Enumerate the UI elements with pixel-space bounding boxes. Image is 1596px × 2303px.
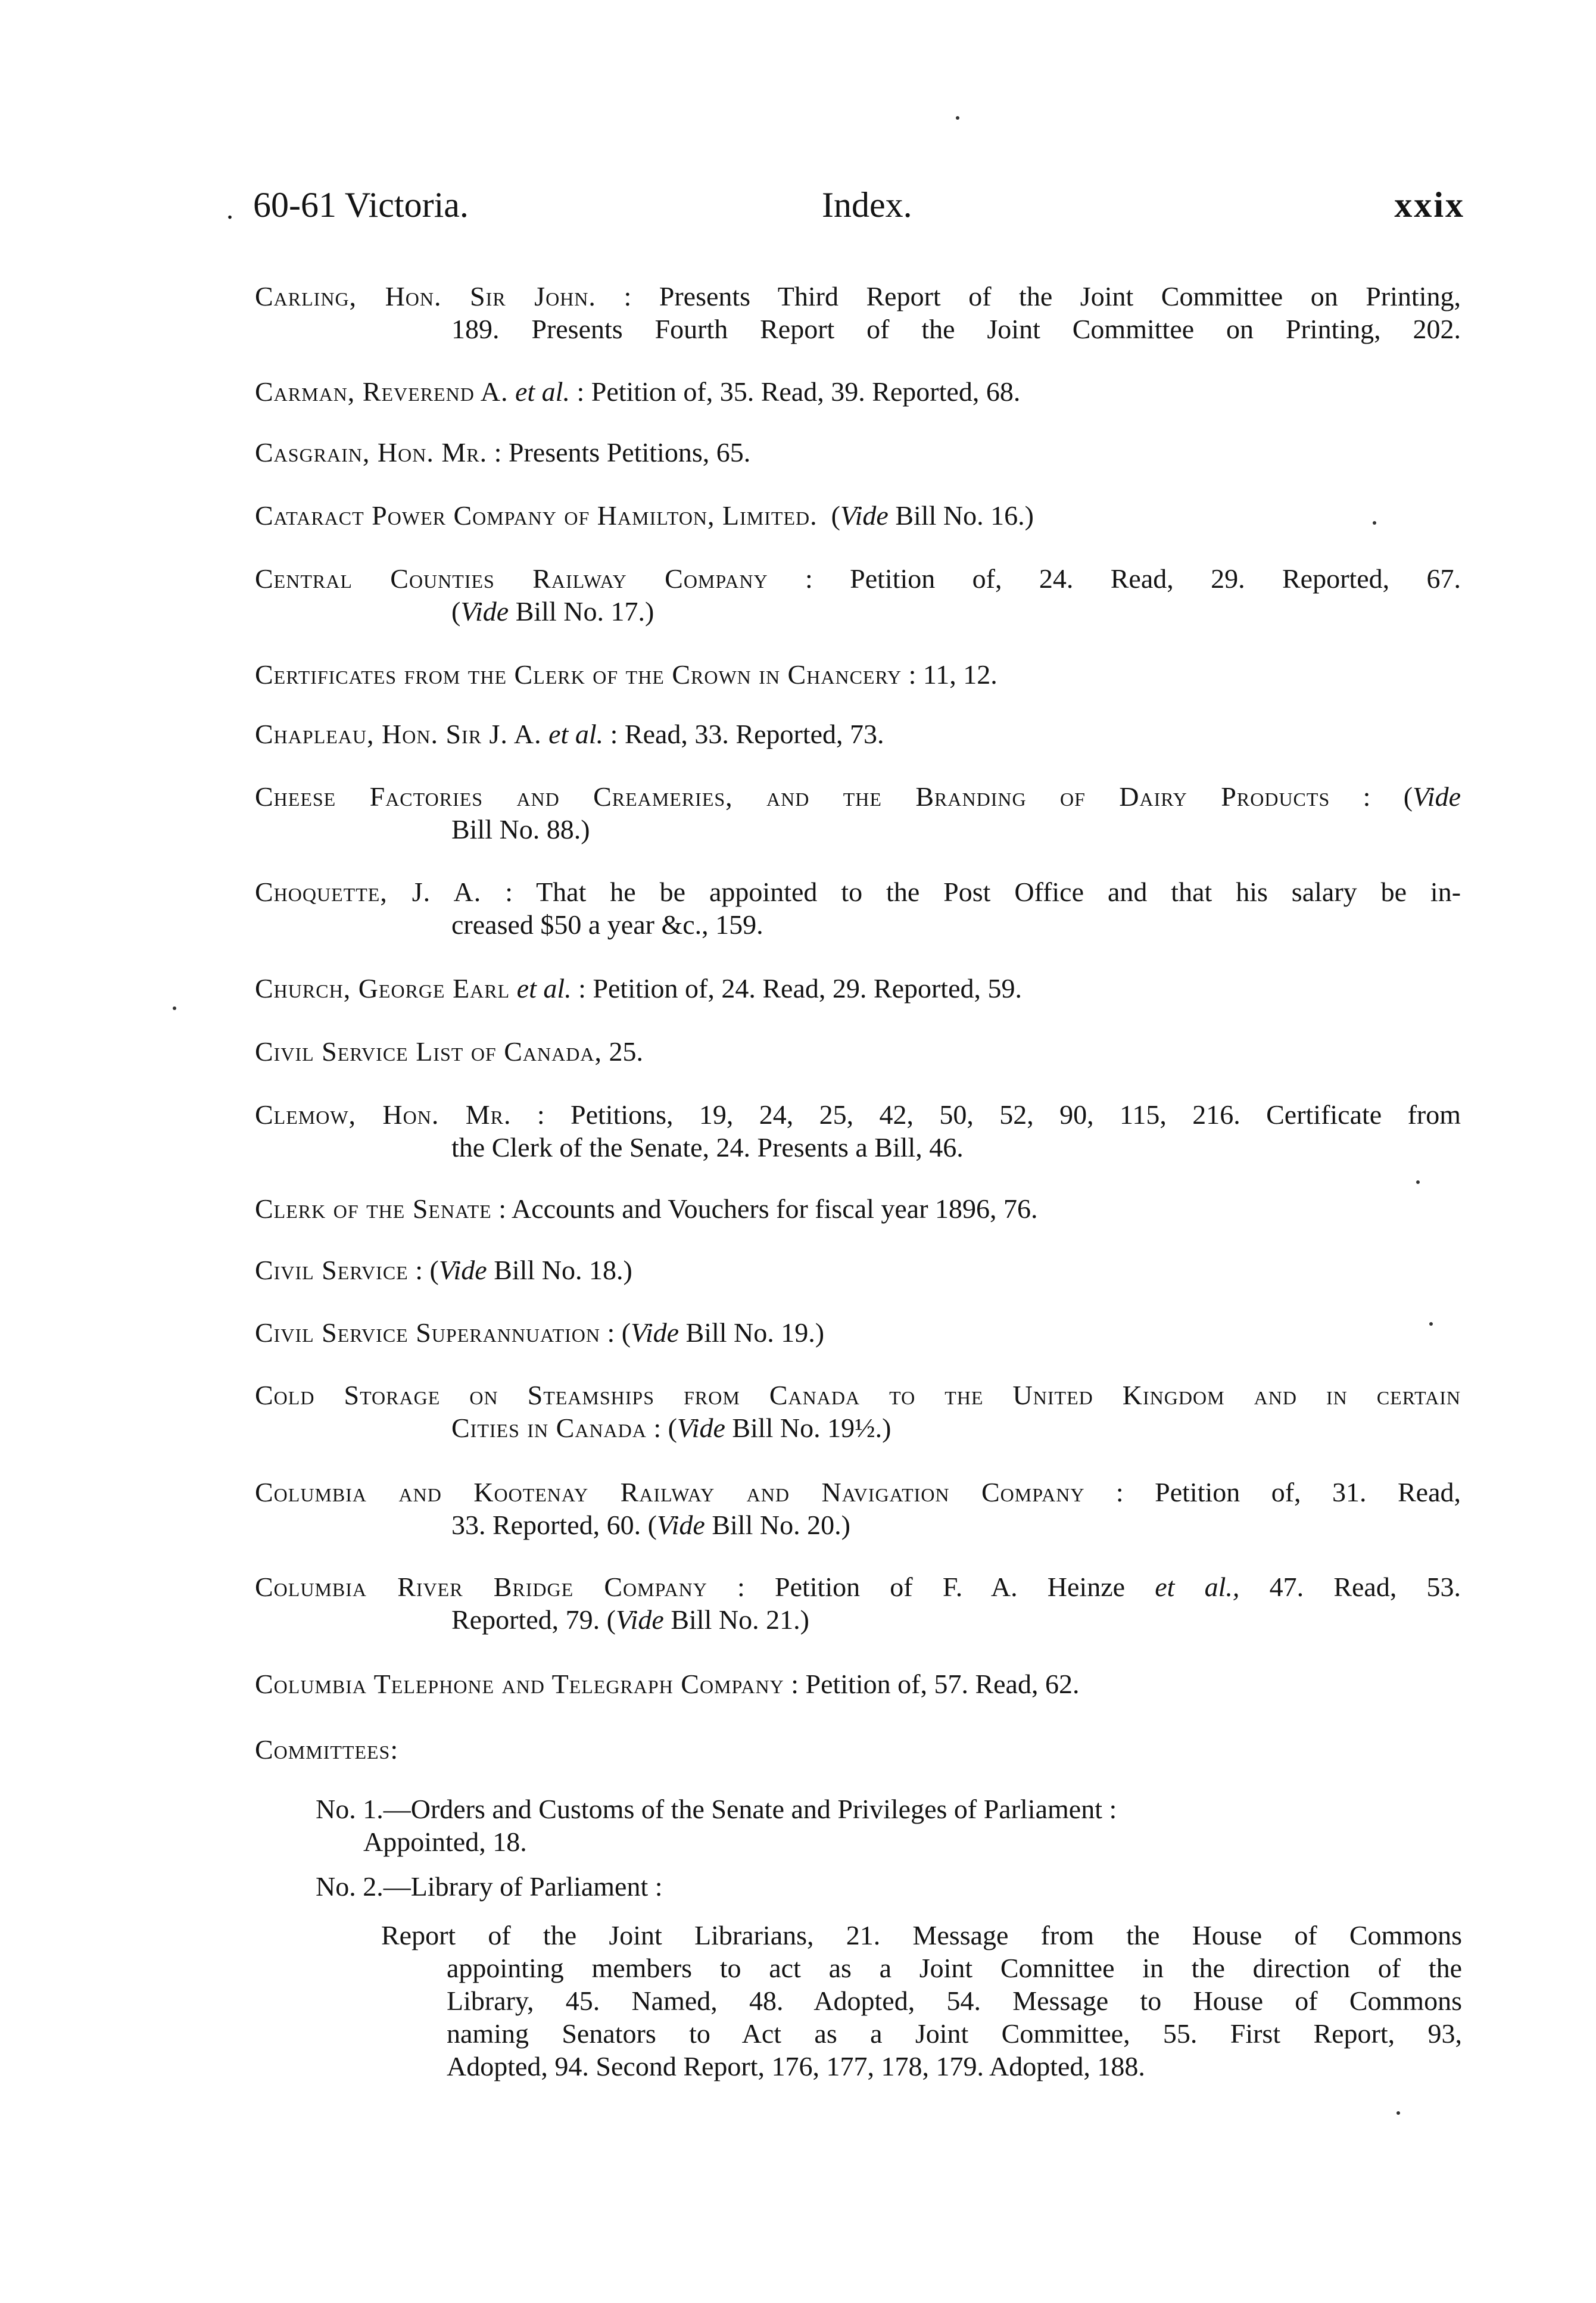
report-line: naming Senators to Act as a Joint Committee, 55. First Report, 93, <box>447 2018 1462 2049</box>
entry-heading: Columbia River Bridge Company <box>255 1572 707 1602</box>
scan-speck <box>1429 1322 1433 1326</box>
entry-text: Bill No. 21.) <box>671 1604 809 1635</box>
entry-text: : Petition of, 31. Read, <box>1115 1477 1461 1507</box>
index-entry-church <box>255 972 1461 1005</box>
vide: Vide <box>438 1255 487 1285</box>
entry-text: Bill No. 18.) <box>494 1255 632 1285</box>
header-volume: 60-61 Victoria. <box>253 185 469 225</box>
committee-line: Appointed, 18. <box>363 1827 527 1857</box>
et-al: et al., <box>1155 1572 1240 1602</box>
report-line: appointing members to act as a Joint Comnittee in the direction of the <box>447 1953 1462 1983</box>
entry-heading: Choquette, J. A. <box>255 877 482 907</box>
entry-text: Bill No. 17.) <box>515 596 654 627</box>
entry-text: : Presents Third Report of the Joint Committee on Printing, <box>624 281 1461 311</box>
entry-text: : Presents Petitions, 65. <box>494 437 751 468</box>
entry-text: : Petitions, 19, 24, 25, 42, 50, 52, 90, 115, 216. Certificate from <box>537 1099 1461 1130</box>
scan-speck <box>1396 2111 1400 2115</box>
entry-text: 33. Reported, 60. ( <box>451 1510 657 1540</box>
index-entry-clerk-of-senate <box>255 1192 1461 1225</box>
entry-text: Bill No. 19½.) <box>732 1413 891 1443</box>
index-entry-cheese-factories <box>255 780 1461 846</box>
entry-heading: Clemow, Hon. Mr. <box>255 1099 512 1130</box>
entry-heading: Committees <box>255 1734 391 1765</box>
report-line: Library, 45. Named, 48. Adopted, 54. Message to House of Commons <box>447 1986 1462 2016</box>
committee-line: No. 2.—Library of Parliament : <box>316 1871 663 1902</box>
entry-text: : Petition of F. A. Heinze <box>737 1572 1126 1602</box>
entry-text: 47. Read, 53. <box>1269 1572 1461 1602</box>
et-al: et al. <box>516 973 572 1004</box>
entry-heading: Church, George Earl <box>255 973 510 1004</box>
entry-text: Bill No. 88.) <box>451 814 590 844</box>
page-header <box>226 179 1465 244</box>
entry-text: : Accounts and Vouchers for fiscal year 1896, 76. <box>498 1193 1038 1224</box>
entry-text: 189. Presents Fourth Report of the Joint Committee on Printing, 202. <box>451 314 1461 344</box>
entry-text: : ( <box>607 1317 631 1348</box>
stray-mark: . <box>226 194 233 225</box>
et-al: et al. <box>548 719 604 749</box>
entry-text: : ( <box>1363 781 1413 812</box>
committee-line: No. 1.—Orders and Customs of the Senate and Privileges of Parliament : <box>316 1794 1117 1824</box>
vide: Vide <box>1413 781 1461 812</box>
entry-heading-cont: Cities in Canada <box>451 1413 647 1443</box>
index-entry-columbia-kootenay <box>255 1476 1461 1541</box>
entry-text: : Petition of, 24. Read, 29. Reported, 67. <box>805 563 1461 594</box>
entry-text: Bill No. 16.) <box>895 500 1034 531</box>
entry-text: : <box>390 1734 398 1765</box>
scan-speck <box>956 116 959 120</box>
et-al: et al. <box>515 376 570 407</box>
vide: Vide <box>615 1604 664 1635</box>
entry-heading: Columbia and Kootenay Railway and Navigation Company <box>255 1477 1085 1507</box>
entry-text: Bill No. 20.) <box>712 1510 850 1540</box>
entry-text: : Petition of, 35. Read, 39. Reported, 68. <box>576 376 1021 407</box>
index-entry-casgrain <box>255 436 1461 469</box>
entry-text: : Read, 33. Reported, 73. <box>610 719 884 749</box>
index-entry-civil-service-superannuation <box>255 1316 1461 1349</box>
entry-heading: Clerk of the Senate <box>255 1193 492 1224</box>
index-entry-cold-storage <box>255 1379 1461 1444</box>
entry-text: : ( <box>653 1413 677 1443</box>
entry-heading: Civil Service Superannuation <box>255 1317 601 1348</box>
entry-heading: Civil Service List of Canada, <box>255 1036 602 1067</box>
entry-text: : Petition of, 24. Read, 29. Reported, 59. <box>578 973 1023 1004</box>
vide: Vide <box>677 1413 725 1443</box>
committee-no-1 <box>316 1793 1447 1858</box>
header-title: Index. <box>822 185 912 225</box>
entry-text: : Petition of, 57. Read, 62. <box>791 1669 1080 1699</box>
index-entry-carling <box>255 280 1461 345</box>
scan-speck <box>1416 1180 1420 1184</box>
entry-text: Bill No. 19.) <box>685 1317 825 1348</box>
entry-heading: Casgrain, Hon. Mr. <box>255 437 488 468</box>
committee-no-2 <box>316 1870 1447 1903</box>
entry-text: creased $50 a year &c., 159. <box>451 909 763 940</box>
entry-heading: Carling, Hon. Sir John. <box>255 281 596 311</box>
header-page-number: xxix <box>1394 185 1465 225</box>
scan-speck <box>1373 521 1376 525</box>
entry-text: the Clerk of the Senate, 24. Presents a Bill, 46. <box>451 1132 964 1163</box>
index-entry-civil-service <box>255 1254 1461 1286</box>
entry-heading: Civil Service <box>255 1255 409 1285</box>
index-entry-clemow <box>255 1098 1461 1164</box>
entry-text: : ( <box>415 1255 439 1285</box>
entry-text: Reported, 79. ( <box>451 1604 616 1635</box>
index-entry-chapleau <box>255 718 1461 750</box>
index-entry-columbia-telephone <box>255 1668 1461 1700</box>
entry-heading: Chapleau, Hon. Sir J. A. <box>255 719 542 749</box>
entry-heading: Certificates from the Clerk of the Crown in Chancery <box>255 659 902 690</box>
index-entry-carman <box>255 375 1461 408</box>
vide: Vide <box>656 1510 705 1540</box>
report-line: Report of the Joint Librarians, 21. Message from the House of Commons <box>381 1920 1462 1950</box>
index-entry-committees <box>255 1733 1461 1766</box>
entry-text: : 11, 12. <box>908 659 998 690</box>
index-entry-cataract: Cataract Power Company of Hamilton, Limited. (Vide Bill No. 16.) <box>255 500 1034 531</box>
entry-heading: Cataract Power Company of Hamilton, Limited. <box>255 500 818 531</box>
index-entry-columbia-river-bridge <box>255 1570 1461 1636</box>
entry-heading: Carman, Reverend A. <box>255 376 509 407</box>
index-entry-choquette <box>255 875 1461 941</box>
scan-speck <box>173 1006 176 1010</box>
index-entry-civil-service-list <box>255 1035 1461 1068</box>
entry-heading: Cheese Factories and Creameries, and the Branding of Dairy Products <box>255 781 1330 812</box>
entry-heading: Columbia Telephone and Telegraph Company <box>255 1669 784 1699</box>
vide: Vide <box>631 1317 679 1348</box>
index-entry-certificates <box>255 658 1461 691</box>
entry-text: 25. <box>609 1036 643 1067</box>
report-line: Adopted, 94. Second Report, 176, 177, 178, 179. Adopted, 188. <box>447 2051 1145 2081</box>
index-entry-central-counties: Central Counties Railway Company : Petition of, 24. Read, 29. Reported, 67. (Vide Bill No. 17.) <box>255 563 1461 627</box>
entry-heading: Cold Storage on Steamships from Canada to the United Kingdom and in certain <box>255 1380 1461 1410</box>
library-report-paragraph <box>381 1919 1462 2083</box>
entry-heading: Central Counties Railway Company <box>255 563 768 594</box>
entry-text: : That he be appointed to the Post Office and that his salary be in- <box>505 877 1461 907</box>
vide: Vide <box>460 596 509 627</box>
vide: Vide <box>840 500 889 531</box>
